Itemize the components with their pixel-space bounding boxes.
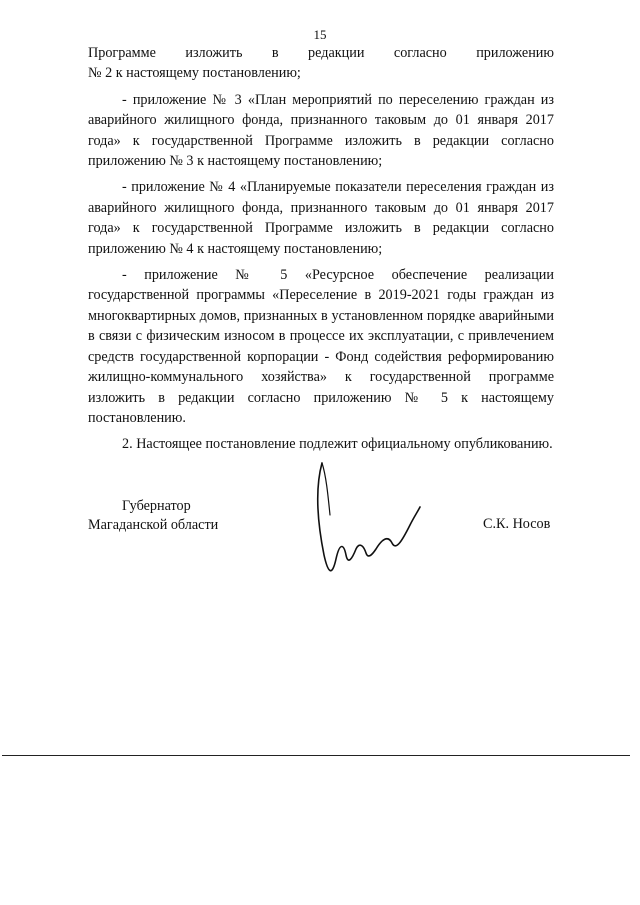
horizontal-divider xyxy=(2,755,630,756)
paragraph-continuation-end: № 2 к настоящему постановлению; xyxy=(88,65,301,82)
signatory-region: Магаданской области xyxy=(88,517,219,533)
handwritten-signature xyxy=(310,455,430,585)
paragraph-appendix-5: - приложение № 5 «Ресурсное обеспечение реализации государственной программы «Переселение в 2019-2021 годы граждан из многоквартирных домов, признанных в установленном порядке аварийными в связи с физическим износом в процессе их эксплуатации, с привлечением средств государственной корпорации - Фонд содействия реформированию жилищно-коммунального хозяйства» к государственной программе изложить в редакции согласно приложению № 5 к настоящему постановлению. xyxy=(88,267,554,426)
paragraph-appendix-3: - приложение № 3 «План мероприятий по переселению граждан из аварийного жилищного фонда, признанного таковым до 01 января 2017 года» к государственной Программе изложить в редакции согласно приложению № 3 к настоящему постановлению; xyxy=(88,91,554,170)
document-body xyxy=(88,43,554,455)
signatory-name: С.К. Носов xyxy=(483,516,551,532)
paragraph-appendix-4: - приложение № 4 «Планируемые показатели переселения граждан из аварийного жилищного фонда, признанного таковым до 01 января 2017 года» к государственной Программе изложить в редакции согласно приложению № 4 к настоящему постановлению; xyxy=(88,179,554,257)
paragraph-publication: 2. Настоящее постановление подлежит официальному опубликованию. xyxy=(122,436,553,453)
paragraph-continuation-line: Программе изложить в редакции согласно приложению xyxy=(88,45,554,61)
signatory-title: Губернатор xyxy=(122,498,191,514)
page-number: 15 xyxy=(313,27,327,42)
signatory-position xyxy=(88,497,218,535)
